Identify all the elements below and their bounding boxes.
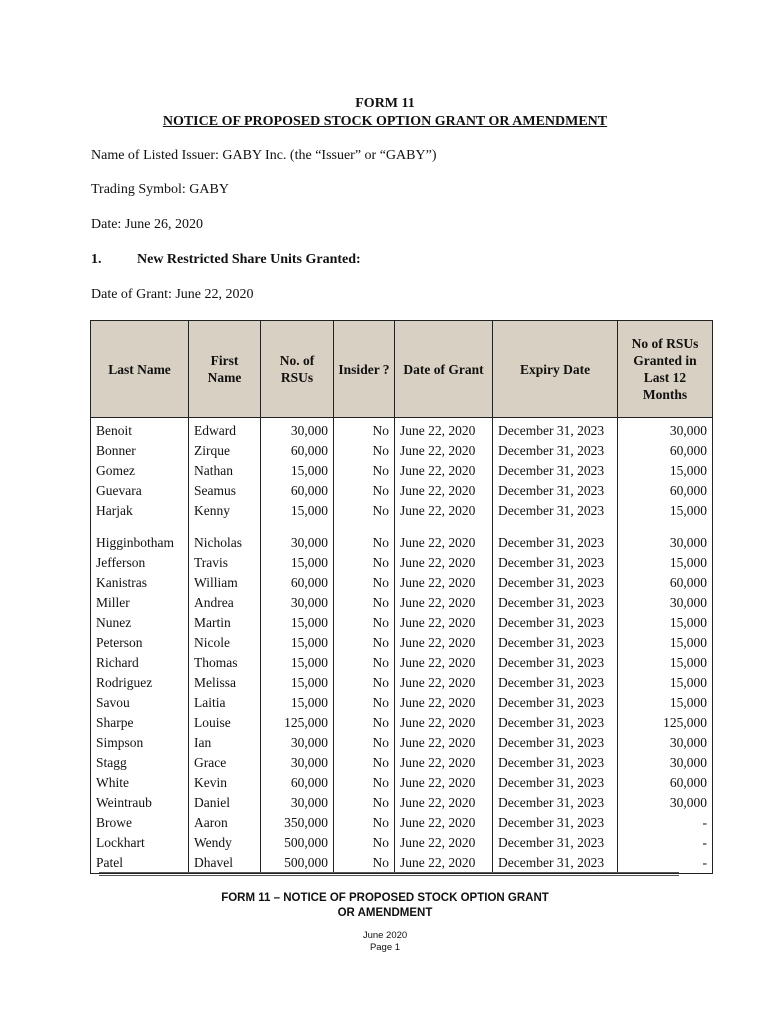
cell-insider: No <box>334 713 395 733</box>
issuer-name: Name of Listed Issuer: GABY Inc. (the “Issuer” or “GABY”) <box>91 148 437 163</box>
cell-first: Zirque <box>189 441 261 461</box>
table-row <box>91 773 713 793</box>
cell-first: Ian <box>189 733 261 753</box>
cell-insider: No <box>334 673 395 693</box>
cell-last: Gomez <box>91 461 189 481</box>
spacer-cell <box>91 521 189 533</box>
cell-rsus: 30,000 <box>261 793 334 813</box>
cell-granted: 30,000 <box>618 533 713 553</box>
cell-granted: 15,000 <box>618 633 713 653</box>
cell-last: Stagg <box>91 753 189 773</box>
cell-last: Kanistras <box>91 573 189 593</box>
cell-rsus: 15,000 <box>261 553 334 573</box>
cell-rsus: 30,000 <box>261 533 334 553</box>
cell-rsus: 60,000 <box>261 441 334 461</box>
cell-first: Daniel <box>189 793 261 813</box>
cell-granted: 15,000 <box>618 501 713 521</box>
cell-date: June 22, 2020 <box>395 693 493 713</box>
cell-last: Sharpe <box>91 713 189 733</box>
table-row <box>91 533 713 553</box>
table-row <box>91 693 713 713</box>
form-title: NOTICE OF PROPOSED STOCK OPTION GRANT OR AMENDMENT <box>162 114 608 129</box>
cell-insider: No <box>334 461 395 481</box>
cell-first: Kenny <box>189 501 261 521</box>
header-last-name: Last Name <box>91 321 189 418</box>
cell-first: Nicole <box>189 633 261 653</box>
cell-expiry: December 31, 2023 <box>493 481 618 501</box>
spacer-cell <box>334 521 395 533</box>
cell-rsus: 30,000 <box>261 593 334 613</box>
cell-date: June 22, 2020 <box>395 533 493 553</box>
cell-granted: 15,000 <box>618 693 713 713</box>
cell-granted: 15,000 <box>618 653 713 673</box>
cell-insider: No <box>334 733 395 753</box>
table-row <box>91 481 713 501</box>
table-row <box>91 813 713 833</box>
cell-first: Seamus <box>189 481 261 501</box>
table-body <box>91 418 713 874</box>
cell-expiry: December 31, 2023 <box>493 461 618 481</box>
cell-granted: 60,000 <box>618 481 713 501</box>
cell-date: June 22, 2020 <box>395 813 493 833</box>
table-row <box>91 573 713 593</box>
cell-last: Nunez <box>91 613 189 633</box>
cell-insider: No <box>334 633 395 653</box>
cell-date: June 22, 2020 <box>395 441 493 461</box>
cell-insider: No <box>334 653 395 673</box>
cell-last: Miller <box>91 593 189 613</box>
header-granted-last-12-months: No of RSUs Granted in Last 12 Months <box>618 321 713 418</box>
cell-expiry: December 31, 2023 <box>493 813 618 833</box>
cell-rsus: 60,000 <box>261 773 334 793</box>
cell-first: Melissa <box>189 673 261 693</box>
table-row <box>91 853 713 874</box>
cell-last: Harjak <box>91 501 189 521</box>
cell-expiry: December 31, 2023 <box>493 553 618 573</box>
cell-first: Laitia <box>189 693 261 713</box>
cell-insider: No <box>334 773 395 793</box>
cell-first: Grace <box>189 753 261 773</box>
cell-expiry: December 31, 2023 <box>493 418 618 442</box>
table-row <box>91 793 713 813</box>
cell-date: June 22, 2020 <box>395 673 493 693</box>
cell-last: White <box>91 773 189 793</box>
cell-rsus: 30,000 <box>261 753 334 773</box>
table-row <box>91 553 713 573</box>
cell-rsus: 15,000 <box>261 693 334 713</box>
page-number: Page 1 <box>369 942 401 953</box>
table-row <box>91 501 713 521</box>
cell-last: Jefferson <box>91 553 189 573</box>
cell-rsus: 500,000 <box>261 853 334 874</box>
cell-last: Patel <box>91 853 189 874</box>
cell-insider: No <box>334 793 395 813</box>
cell-date: June 22, 2020 <box>395 733 493 753</box>
cell-insider: No <box>334 481 395 501</box>
cell-date: June 22, 2020 <box>395 793 493 813</box>
cell-rsus: 15,000 <box>261 613 334 633</box>
cell-last: Lockhart <box>91 833 189 853</box>
cell-granted: 60,000 <box>618 441 713 461</box>
table-row <box>91 673 713 693</box>
cell-date: June 22, 2020 <box>395 773 493 793</box>
cell-date: June 22, 2020 <box>395 713 493 733</box>
cell-first: Kevin <box>189 773 261 793</box>
table-header-row <box>91 321 713 418</box>
document-date: Date: June 26, 2020 <box>91 217 203 232</box>
cell-granted: 60,000 <box>618 773 713 793</box>
spacer-cell <box>493 521 618 533</box>
cell-first: William <box>189 573 261 593</box>
cell-date: June 22, 2020 <box>395 553 493 573</box>
cell-first: Andrea <box>189 593 261 613</box>
table-row <box>91 613 713 633</box>
cell-first: Martin <box>189 613 261 633</box>
spacer-cell <box>618 521 713 533</box>
cell-granted: - <box>618 853 713 874</box>
table-row <box>91 653 713 673</box>
cell-date: June 22, 2020 <box>395 833 493 853</box>
cell-expiry: December 31, 2023 <box>493 501 618 521</box>
cell-granted: 15,000 <box>618 461 713 481</box>
cell-rsus: 60,000 <box>261 573 334 593</box>
table-row <box>91 441 713 461</box>
cell-insider: No <box>334 501 395 521</box>
cell-last: Higginbotham <box>91 533 189 553</box>
cell-rsus: 60,000 <box>261 481 334 501</box>
cell-rsus: 30,000 <box>261 733 334 753</box>
cell-last: Richard <box>91 653 189 673</box>
cell-last: Bonner <box>91 441 189 461</box>
cell-date: June 22, 2020 <box>395 418 493 442</box>
cell-expiry: December 31, 2023 <box>493 853 618 874</box>
cell-granted: 30,000 <box>618 418 713 442</box>
section-heading <box>91 252 361 268</box>
cell-date: June 22, 2020 <box>395 461 493 481</box>
cell-expiry: December 31, 2023 <box>493 573 618 593</box>
cell-rsus: 350,000 <box>261 813 334 833</box>
header-date-of-grant: Date of Grant <box>395 321 493 418</box>
cell-first: Wendy <box>189 833 261 853</box>
cell-expiry: December 31, 2023 <box>493 793 618 813</box>
cell-insider: No <box>334 441 395 461</box>
cell-date: June 22, 2020 <box>395 853 493 874</box>
cell-expiry: December 31, 2023 <box>493 693 618 713</box>
table-row <box>91 833 713 853</box>
cell-last: Guevara <box>91 481 189 501</box>
cell-date: June 22, 2020 <box>395 593 493 613</box>
cell-granted: 30,000 <box>618 753 713 773</box>
table-row <box>91 633 713 653</box>
cell-expiry: December 31, 2023 <box>493 613 618 633</box>
cell-first: Louise <box>189 713 261 733</box>
date-of-grant: Date of Grant: June 22, 2020 <box>91 287 254 302</box>
cell-insider: No <box>334 853 395 874</box>
cell-last: Rodriguez <box>91 673 189 693</box>
cell-first: Nicholas <box>189 533 261 553</box>
cell-first: Nathan <box>189 461 261 481</box>
cell-expiry: December 31, 2023 <box>493 593 618 613</box>
cell-insider: No <box>334 533 395 553</box>
cell-rsus: 15,000 <box>261 653 334 673</box>
cell-insider: No <box>334 833 395 853</box>
rsu-grants-table <box>90 320 713 874</box>
cell-insider: No <box>334 553 395 573</box>
cell-rsus: 15,000 <box>261 501 334 521</box>
cell-expiry: December 31, 2023 <box>493 633 618 653</box>
cell-date: June 22, 2020 <box>395 501 493 521</box>
cell-expiry: December 31, 2023 <box>493 673 618 693</box>
cell-granted: 15,000 <box>618 553 713 573</box>
header-expiry-date: Expiry Date <box>493 321 618 418</box>
cell-insider: No <box>334 693 395 713</box>
cell-date: June 22, 2020 <box>395 633 493 653</box>
table-row <box>91 713 713 733</box>
section-title: New Restricted Share Units Granted: <box>137 252 361 267</box>
header-first-name: First Name <box>189 321 261 418</box>
spacer-cell <box>261 521 334 533</box>
section-number: 1. <box>91 252 102 267</box>
cell-date: June 22, 2020 <box>395 753 493 773</box>
cell-granted: 15,000 <box>618 673 713 693</box>
cell-granted: - <box>618 833 713 853</box>
cell-rsus: 15,000 <box>261 461 334 481</box>
cell-insider: No <box>334 593 395 613</box>
cell-date: June 22, 2020 <box>395 573 493 593</box>
table-row <box>91 461 713 481</box>
cell-expiry: December 31, 2023 <box>493 773 618 793</box>
cell-last: Peterson <box>91 633 189 653</box>
cell-expiry: December 31, 2023 <box>493 653 618 673</box>
table-row <box>91 733 713 753</box>
cell-rsus: 125,000 <box>261 713 334 733</box>
cell-date: June 22, 2020 <box>395 653 493 673</box>
cell-expiry: December 31, 2023 <box>493 533 618 553</box>
table-row <box>91 753 713 773</box>
cell-granted: 60,000 <box>618 573 713 593</box>
cell-rsus: 15,000 <box>261 673 334 693</box>
cell-granted: 30,000 <box>618 793 713 813</box>
cell-last: Browe <box>91 813 189 833</box>
cell-first: Aaron <box>189 813 261 833</box>
cell-expiry: December 31, 2023 <box>493 713 618 733</box>
table-row <box>91 418 713 442</box>
cell-insider: No <box>334 813 395 833</box>
cell-first: Travis <box>189 553 261 573</box>
cell-insider: No <box>334 418 395 442</box>
cell-expiry: December 31, 2023 <box>493 733 618 753</box>
footer-title-line1: FORM 11 – NOTICE OF PROPOSED STOCK OPTION GRANT <box>221 892 549 904</box>
cell-granted: 30,000 <box>618 733 713 753</box>
header-no-of-rsus: No. of RSUs <box>261 321 334 418</box>
trading-symbol: Trading Symbol: GABY <box>91 182 229 197</box>
cell-expiry: December 31, 2023 <box>493 833 618 853</box>
cell-last: Simpson <box>91 733 189 753</box>
cell-insider: No <box>334 573 395 593</box>
cell-expiry: December 31, 2023 <box>493 441 618 461</box>
table-row <box>91 593 713 613</box>
form-header <box>0 95 770 131</box>
spacer-cell <box>395 521 493 533</box>
cell-expiry: December 31, 2023 <box>493 753 618 773</box>
cell-insider: No <box>334 753 395 773</box>
cell-last: Savou <box>91 693 189 713</box>
cell-first: Thomas <box>189 653 261 673</box>
footer-title-line2: OR AMENDMENT <box>337 907 433 919</box>
cell-granted: 15,000 <box>618 613 713 633</box>
cell-granted: 30,000 <box>618 593 713 613</box>
cell-last: Benoit <box>91 418 189 442</box>
table-group-spacer <box>91 521 713 533</box>
footer-divider <box>99 872 679 876</box>
form-number: FORM 11 <box>355 96 415 111</box>
cell-rsus: 500,000 <box>261 833 334 853</box>
cell-date: June 22, 2020 <box>395 613 493 633</box>
footer-title <box>0 891 770 921</box>
cell-last: Weintraub <box>91 793 189 813</box>
footer-date: June 2020 <box>362 930 408 941</box>
cell-date: June 22, 2020 <box>395 481 493 501</box>
cell-rsus: 30,000 <box>261 418 334 442</box>
cell-insider: No <box>334 613 395 633</box>
cell-granted: - <box>618 813 713 833</box>
spacer-cell <box>189 521 261 533</box>
cell-granted: 125,000 <box>618 713 713 733</box>
cell-first: Dhavel <box>189 853 261 874</box>
cell-rsus: 15,000 <box>261 633 334 653</box>
cell-first: Edward <box>189 418 261 442</box>
header-insider: Insider ? <box>334 321 395 418</box>
